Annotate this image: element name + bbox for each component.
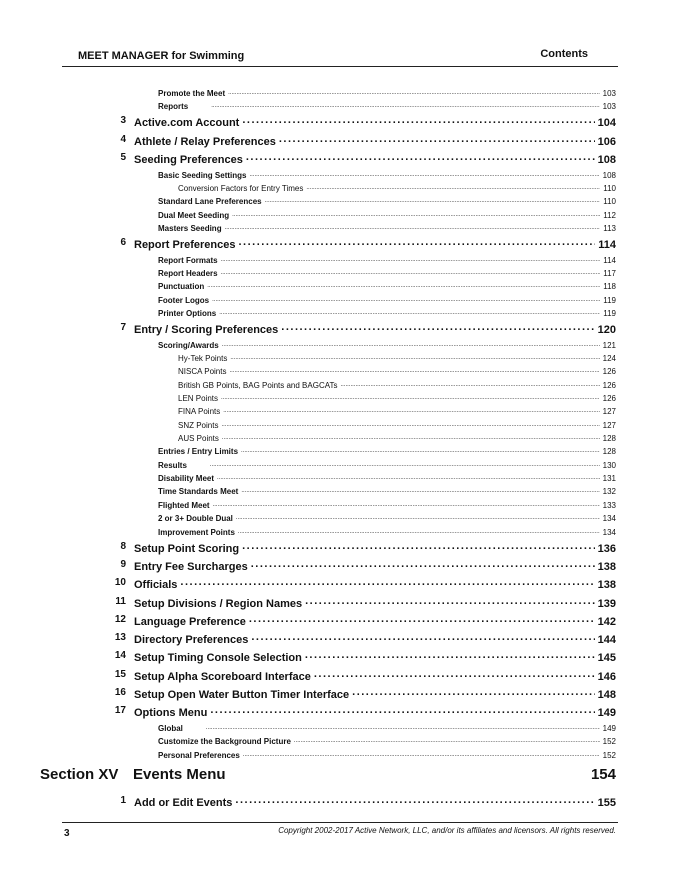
toc-entry[interactable] <box>158 295 616 305</box>
toc-entry-title: Entry / Scoring Preferences <box>134 324 279 336</box>
section-title: Events Menu <box>133 766 226 783</box>
toc-entry[interactable] <box>178 433 616 443</box>
toc-dot-leader <box>219 308 600 316</box>
toc-entry[interactable] <box>178 380 616 390</box>
toc-entry[interactable] <box>114 577 616 591</box>
toc-entry-title: Improvement Points <box>158 528 235 537</box>
footer-page-number: 3 <box>64 828 70 839</box>
toc-entry[interactable] <box>158 88 616 98</box>
toc-dot-leader <box>242 541 595 552</box>
toc-entry-number: 11 <box>115 596 126 607</box>
toc-entry-page: 130 <box>602 461 616 470</box>
toc-entry-page: 114 <box>598 239 616 251</box>
toc-entry-title: Global <box>158 724 183 733</box>
toc-entry-number: 10 <box>114 577 126 588</box>
toc-entry[interactable] <box>120 237 616 251</box>
toc-entry[interactable] <box>178 406 616 416</box>
toc-entry-number: 5 <box>120 152 126 163</box>
toc-entry[interactable] <box>115 596 616 610</box>
section-label: Section XV <box>40 766 119 783</box>
toc-dot-leader <box>243 750 600 758</box>
toc-entry-title: Setup Divisions / Region Names <box>134 598 303 610</box>
section-page: 154 <box>590 766 616 783</box>
toc-dot-leader <box>352 687 595 698</box>
toc-entry-title: Setup Timing Console Selection <box>134 652 302 664</box>
toc-entry-page: 112 <box>603 211 616 220</box>
toc-entry[interactable] <box>178 183 616 193</box>
toc-dot-leader <box>228 88 600 96</box>
toc-entry[interactable] <box>158 736 616 746</box>
toc-dot-leader <box>221 255 601 263</box>
toc-entry-page: 113 <box>603 224 616 233</box>
toc-entry-page: 152 <box>602 737 616 746</box>
toc-entry-page: 142 <box>597 616 616 628</box>
toc-entry[interactable] <box>158 513 616 523</box>
toc-entry-title: Basic Seeding Settings <box>158 171 247 180</box>
toc-entry-page: 118 <box>603 282 616 291</box>
toc-entry-title: LEN Points <box>178 394 219 403</box>
toc-entry[interactable] <box>158 170 616 180</box>
toc-entry-number: 4 <box>120 134 126 145</box>
toc-dot-leader <box>236 513 600 521</box>
toc-entry-title: Time Standards Meet <box>158 487 239 496</box>
toc-dot-leader <box>221 393 600 401</box>
toc-dot-leader <box>225 223 601 231</box>
toc-entry[interactable] <box>158 196 616 206</box>
toc-entry[interactable] <box>158 723 616 733</box>
toc-entry[interactable] <box>158 473 616 483</box>
toc-entry[interactable] <box>120 322 616 336</box>
toc-entry-title: Directory Preferences <box>134 634 249 646</box>
toc-dot-leader <box>230 353 599 361</box>
toc-dot-leader <box>232 210 600 218</box>
toc-entry-title: Entries / Entry Limits <box>158 447 239 456</box>
toc-dot-leader <box>249 170 599 178</box>
toc-entry-title: Report Headers <box>158 269 218 278</box>
section-heading[interactable] <box>40 766 616 788</box>
toc-entry-page: 104 <box>597 117 616 129</box>
toc-dot-leader <box>238 527 600 535</box>
footer-copyright: Copyright 2002-2017 Active Network, LLC, and/or its affiliates and licensors. All rights reserved. <box>278 826 616 835</box>
toc-entry[interactable] <box>158 101 616 111</box>
toc-dot-leader <box>222 433 600 441</box>
toc-entry[interactable] <box>120 559 616 573</box>
toc-dot-leader <box>239 237 596 248</box>
toc-entry[interactable] <box>158 281 616 291</box>
toc-entry-page: 127 <box>602 407 616 416</box>
toc-dot-leader <box>180 577 594 588</box>
toc-entry-title: Add or Edit Events <box>134 797 233 809</box>
toc-dot-leader <box>213 500 600 508</box>
page-footer <box>62 822 618 839</box>
toc-entry-number: 12 <box>114 614 126 625</box>
toc-dot-leader <box>294 736 600 744</box>
toc-entry-number: 13 <box>114 632 126 643</box>
toc-entry-number: 8 <box>120 541 126 552</box>
toc-entry-title: Customize the Background Picture <box>158 737 291 746</box>
toc-entry-title: Masters Seeding <box>158 224 222 233</box>
toc-entry-title: Promote the Meet <box>158 89 226 98</box>
toc-entry-page: 114 <box>603 256 616 265</box>
toc-entry-page: 155 <box>597 797 616 809</box>
toc-entry[interactable] <box>120 115 616 129</box>
toc-entry-title: Flighted Meet <box>158 501 210 510</box>
toc-entry-page: 128 <box>602 434 616 443</box>
toc-dot-leader <box>212 295 600 303</box>
toc-entry[interactable] <box>158 255 616 265</box>
toc-entry[interactable] <box>158 308 616 318</box>
toc-entry-number: 7 <box>120 322 126 333</box>
toc-dot-leader <box>305 596 595 607</box>
toc-dot-leader <box>241 486 599 494</box>
toc-entry[interactable] <box>114 669 616 683</box>
toc-entry-page: 103 <box>602 102 616 111</box>
toc-entry-page: 152 <box>602 751 616 760</box>
toc-entry-page: 146 <box>597 671 616 683</box>
toc-dot-leader <box>242 115 594 126</box>
toc-entry-title: Language Preference <box>134 616 246 628</box>
toc-dot-leader <box>251 632 594 643</box>
toc-entry[interactable] <box>114 614 616 628</box>
toc-dot-leader <box>279 134 595 145</box>
toc-dot-leader <box>246 152 595 163</box>
toc-entry-page: 145 <box>597 652 616 664</box>
toc-dot-leader <box>223 406 599 414</box>
toc-entry-title: SNZ Points <box>178 421 219 430</box>
toc-entry-title: Report Preferences <box>134 239 236 251</box>
toc-entry[interactable] <box>158 460 616 470</box>
toc-entry[interactable] <box>114 687 616 701</box>
toc-entry-title: Printer Options <box>158 309 217 318</box>
toc-entry[interactable] <box>120 541 616 555</box>
toc-entry-page: 149 <box>602 724 616 733</box>
toc-entry-title: Personal Preferences <box>158 751 240 760</box>
toc-entry-page: 133 <box>602 501 616 510</box>
toc-dot-leader <box>340 380 599 388</box>
toc-entry-page: 117 <box>603 269 616 278</box>
toc-entry-page: 106 <box>597 136 616 148</box>
toc-entry-title: Active.com Account <box>134 117 240 129</box>
toc-entry-number: 9 <box>120 559 126 570</box>
toc-dot-leader <box>207 281 600 289</box>
toc-entry-page: 139 <box>597 598 616 610</box>
toc-entry-page: 127 <box>602 421 616 430</box>
toc-entry-title: Officials <box>134 579 178 591</box>
toc-entry[interactable] <box>120 152 616 166</box>
toc-entry[interactable] <box>178 393 616 403</box>
toc-dot-leader <box>281 322 594 333</box>
toc-dot-leader <box>210 460 600 468</box>
toc-entry-page: 148 <box>597 689 616 701</box>
toc-entry-title: Standard Lane Preferences <box>158 197 262 206</box>
toc-entry-title: 2 or 3+ Double Dual <box>158 514 233 523</box>
header-title: MEET MANAGER for Swimming <box>78 50 245 62</box>
toc-entry[interactable] <box>114 632 616 646</box>
toc-dot-leader <box>314 669 595 680</box>
toc-dot-leader <box>306 183 600 191</box>
toc-entry-page: 119 <box>603 309 616 318</box>
toc-entry-number: 3 <box>120 115 126 126</box>
toc-entry-title: Scoring/Awards <box>158 341 219 350</box>
toc-entry-title: Athlete / Relay Preferences <box>134 136 276 148</box>
toc-entry[interactable] <box>158 486 616 496</box>
toc-entry-title: Hy-Tek Points <box>178 354 228 363</box>
toc-entry-title: Results <box>158 461 187 470</box>
toc-entry-number: 1 <box>120 795 126 806</box>
toc-entry-number: 14 <box>114 650 126 661</box>
toc-entry-page: 136 <box>597 543 616 555</box>
toc-dot-leader <box>221 268 601 276</box>
toc-dot-leader <box>222 340 600 348</box>
toc-entry-page: 119 <box>603 296 616 305</box>
toc-entry-page: 103 <box>602 89 616 98</box>
toc-entry[interactable] <box>158 500 616 510</box>
toc-entry-title: Dual Meet Seeding <box>158 211 230 220</box>
toc-entry-page: 108 <box>597 154 616 166</box>
toc-entry-page: 126 <box>602 367 616 376</box>
toc-entry-number: 17 <box>114 705 126 716</box>
toc-entry-page: 120 <box>597 324 616 336</box>
toc-entry-page: 124 <box>602 354 616 363</box>
toc-entry-title: Report Formats <box>158 256 218 265</box>
toc-entry-page: 131 <box>602 474 616 483</box>
toc-entry-title: Footer Logos <box>158 296 210 305</box>
toc-entry-title: Disability Meet <box>158 474 215 483</box>
toc-entry-title: Options Menu <box>134 707 208 719</box>
toc-dot-leader <box>210 705 594 716</box>
toc-entry-title: Conversion Factors for Entry Times <box>178 184 304 193</box>
toc-entry[interactable] <box>178 366 616 376</box>
toc-entry-page: 132 <box>602 487 616 496</box>
toc-entry-page: 126 <box>602 394 616 403</box>
toc-entry[interactable] <box>158 210 616 220</box>
toc-entry-page: 110 <box>603 197 616 206</box>
toc-dot-leader <box>221 420 599 428</box>
toc-entry-number: 16 <box>114 687 126 698</box>
toc-entry[interactable] <box>158 750 616 760</box>
toc-dot-leader <box>217 473 600 481</box>
toc-entry-page: 149 <box>597 707 616 719</box>
toc-entry[interactable] <box>158 446 616 456</box>
toc-entry-title: British GB Points, BAG Points and BAGCATs <box>178 381 338 390</box>
toc-entry[interactable] <box>178 420 616 430</box>
toc-entry-page: 138 <box>597 561 616 573</box>
toc-entry-number: 6 <box>120 237 126 248</box>
toc-entry[interactable] <box>158 527 616 537</box>
toc-entry-title: Reports <box>158 102 189 111</box>
toc-entry[interactable] <box>158 340 616 350</box>
toc-entry-title: AUS Points <box>178 434 219 443</box>
toc-entry-title: Entry Fee Surcharges <box>134 561 248 573</box>
toc-entry-page: 108 <box>602 171 616 180</box>
toc-dot-leader <box>211 101 599 109</box>
toc-dot-leader <box>265 196 601 204</box>
toc-entry[interactable] <box>120 795 616 809</box>
toc-dot-leader <box>235 795 594 806</box>
toc-entry-title: FINA Points <box>178 407 221 416</box>
toc-dot-leader <box>251 559 595 570</box>
toc-dot-leader <box>305 650 595 661</box>
toc-entry[interactable] <box>158 223 616 233</box>
toc-entry-title: Seeding Preferences <box>134 154 243 166</box>
toc-entry-title: NISCA Points <box>178 367 227 376</box>
header-section: Contents <box>540 48 588 60</box>
toc-entry[interactable] <box>120 134 616 148</box>
toc-entry[interactable] <box>178 353 616 363</box>
toc-entry-title: Punctuation <box>158 282 205 291</box>
toc-dot-leader <box>206 723 600 731</box>
toc-entry[interactable] <box>114 650 616 664</box>
toc-entry-page: 126 <box>602 381 616 390</box>
toc-dot-leader <box>229 366 599 374</box>
toc-entry-title: Setup Open Water Button Timer Interface <box>134 689 350 701</box>
toc-entry-title: Setup Point Scoring <box>134 543 240 555</box>
toc-entry-page: 144 <box>597 634 616 646</box>
toc-dot-leader <box>241 446 600 454</box>
toc-entry[interactable] <box>158 268 616 278</box>
toc-entry[interactable] <box>114 705 616 719</box>
toc-dot-leader <box>249 614 595 625</box>
page-header <box>62 48 618 67</box>
toc-entry-page: 138 <box>597 579 616 591</box>
toc-entry-number: 15 <box>114 669 126 680</box>
toc-entry-page: 134 <box>602 514 616 523</box>
toc-entry-page: 121 <box>602 341 616 350</box>
toc-entry-page: 110 <box>603 184 616 193</box>
toc-entry-page: 134 <box>602 528 616 537</box>
toc-entry-title: Setup Alpha Scoreboard Interface <box>134 671 311 683</box>
toc-entry-page: 128 <box>602 447 616 456</box>
